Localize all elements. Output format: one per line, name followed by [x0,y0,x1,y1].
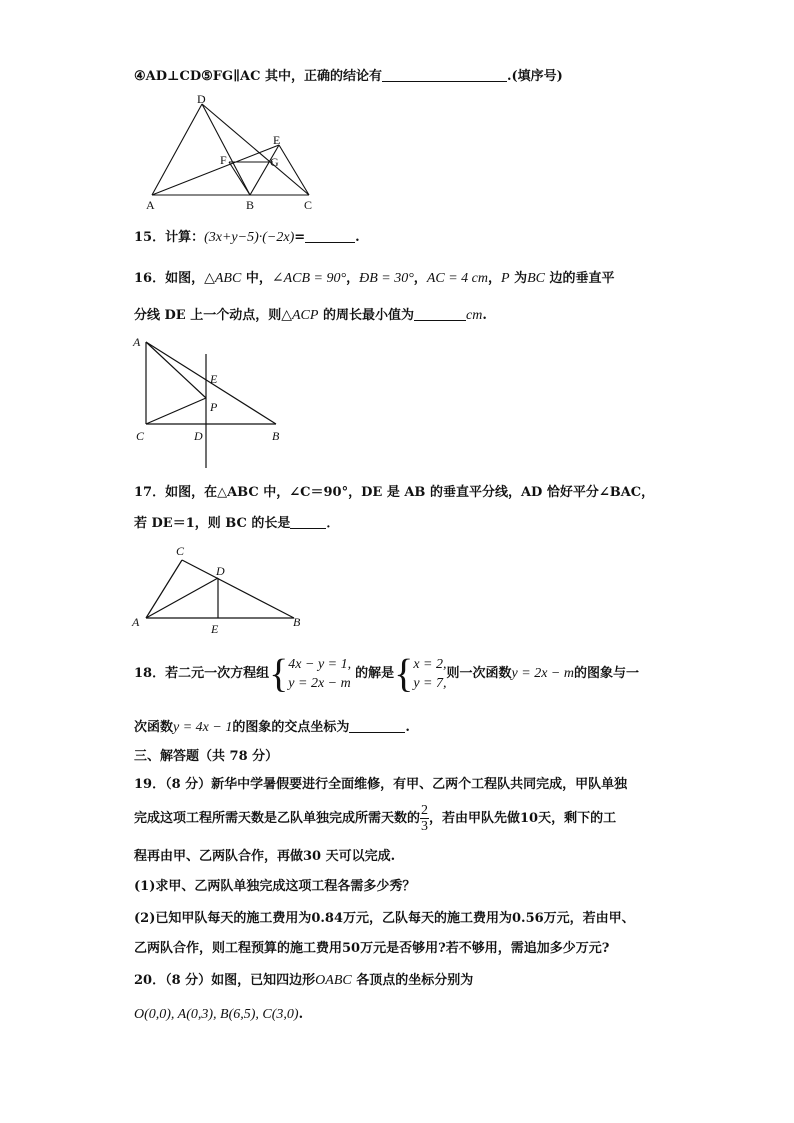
q17-label-B: B [293,615,301,629]
q16-label-E: E [210,372,218,386]
q19-part2-line2 [134,940,609,958]
q17-figure [130,540,310,636]
q17-text: 若 DE＝1，则 BC 的长是 [134,516,291,531]
q17-line2 [134,514,339,533]
q16-text: 的周长最小值为 [318,308,414,323]
q18-text: . [405,720,410,735]
q19-text: ，若由甲队先做10天，剩下的工 [429,811,617,826]
q17-text: ． [326,516,340,531]
q19-line1 [134,776,627,794]
q18-system [288,655,351,693]
q19-text: 程再由甲、乙两队合作，再做30 天可以完成. [134,849,396,864]
q15-line: 15．计算：(3x+y−5)·(−2x)= . [134,230,360,245]
q14-line [134,67,563,86]
section-title: 三、解答题（共 78 分） [134,749,279,764]
q18-math: y = 4x − 1 [173,720,233,735]
q18-line1 [134,652,639,696]
q19-line3 [134,848,395,866]
q15-equals: = [294,230,306,245]
q17-label-C: C [176,544,185,558]
q16-figure [128,332,288,472]
q18-sol1: x = 2, [413,656,447,672]
q16-math: ∠ACB = 90° [271,271,347,286]
q14-label-D: D [197,92,206,106]
q18-text: 的图象的交点坐标为 [232,720,350,735]
q18-brace: { [394,650,414,696]
q14-prefix: ④AD⊥CD⑤FG∥AC 其中，正确的结论有 [134,69,382,84]
q16-label-A: A [133,335,141,349]
q20-text: 各顶点的坐标分别为 [351,973,474,988]
q16-line2 [134,306,487,325]
q19-text: (1)求甲、乙两队单独完成这项工程各需多少秀？ [134,879,416,894]
q19-text: 完成这项工程所需天数是乙队单独完成所需天数的 [134,811,421,826]
q19-part1 [134,878,415,896]
q16-label-B: B [272,429,280,443]
q16-line1 [134,270,615,288]
q14-label-F: F [220,153,227,167]
q14-answer-blank[interactable] [382,67,507,82]
q17-label-A: A [132,615,140,629]
q19-text: (2)已知甲队每天的施工费用为0.84万元，乙队每天的施工费用为0.56万元，若由甲、 [134,911,635,926]
q16-text: ， [346,271,360,286]
q14-label-C: C [304,198,313,212]
q19-line2 [134,802,616,836]
q16-math: BC [527,271,545,286]
q17-label-D: D [216,564,225,578]
q18-line2 [134,718,410,737]
q16-text: 16．如图， [134,271,205,286]
q18-eq1: 4x − y = 1, [288,656,352,672]
q18-text: 的解是 [355,666,395,681]
q16-math: AC = 4 cm [426,271,488,286]
q19-text: 乙两队合作，则工程预算的施工费用50万元是否够用?若不够用，需追加多少万元? [134,941,610,956]
section-heading [134,748,278,766]
q16-math: △ACP [281,308,319,323]
q18-brace: { [269,650,289,696]
q20-text: . [298,1007,304,1022]
q14-label-G: G [270,155,279,169]
q20-text: 20．（8 分）如图，已知四边形 [134,973,316,988]
q18-text: 次函数 [134,720,174,735]
q15-number: 15．计算： [134,230,205,245]
q18-text: 的图象与一 [573,666,639,681]
q15-answer-blank[interactable] [305,228,355,243]
q14-figure [140,92,325,214]
q16-text: ， [487,271,501,286]
q16-math: ÐB = 30° [359,271,414,286]
q14-label-B: B [246,198,255,212]
q18-math: y = 2x − m [511,666,574,681]
q20-math: OABC [315,973,352,988]
q19-text: 19．（8 分）新华中学暑假要进行全面维修，有甲、乙两个工程队共同完成，甲队单独 [134,777,628,792]
q19-fraction-numerator: 2 [421,803,429,818]
q16-label-C: C [136,429,145,443]
q19-fraction-denominator: 3 [421,819,429,834]
q18-eq2: y = 2x − m [288,675,351,691]
q16-text: 分线 DE 上一个动点，则 [134,308,282,323]
q17-answer-blank[interactable] [290,514,326,529]
q18-answer-blank[interactable] [349,718,405,733]
q16-text: . [482,308,487,323]
q18-solution [413,655,446,693]
q16-label-D: D [194,429,203,443]
q14-label-A: A [146,198,155,212]
q17-text: 17．如图，在△ABC 中，∠C＝90°，DE 是 AB 的垂直平分线，AD 恰好平分∠BAC， [134,485,655,500]
q16-text: 为 [509,271,528,286]
q19-fraction [420,803,429,834]
q16-math: P [501,271,510,286]
q16-text: 边的垂直平 [544,271,615,286]
q17-label-E: E [211,622,219,636]
q14-label-E: E [273,133,281,147]
q20-line1 [134,972,473,990]
q17-line1 [134,484,654,502]
q16-math: △ABC [204,271,242,286]
q16-text: 中， [241,271,272,286]
q19-part2-line1 [134,910,635,928]
q16-text: ， [413,271,427,286]
q16-unit: cm [465,308,483,323]
q14-suffix: .(填序号) [506,69,563,84]
q18-text: 则一次函数 [446,666,512,681]
q16-answer-blank[interactable] [414,306,466,321]
q15-expression: (3x+y−5)·(−2x) [204,230,295,245]
q18-text: 18．若二元一次方程组 [134,666,270,681]
q20-line2 [134,1006,303,1024]
q20-coordinates: O(0,0), A(0,3), B(6,5), C(3,0) [134,1007,299,1022]
q16-label-P: P [210,400,218,414]
q18-sol2: y = 7, [413,675,447,691]
